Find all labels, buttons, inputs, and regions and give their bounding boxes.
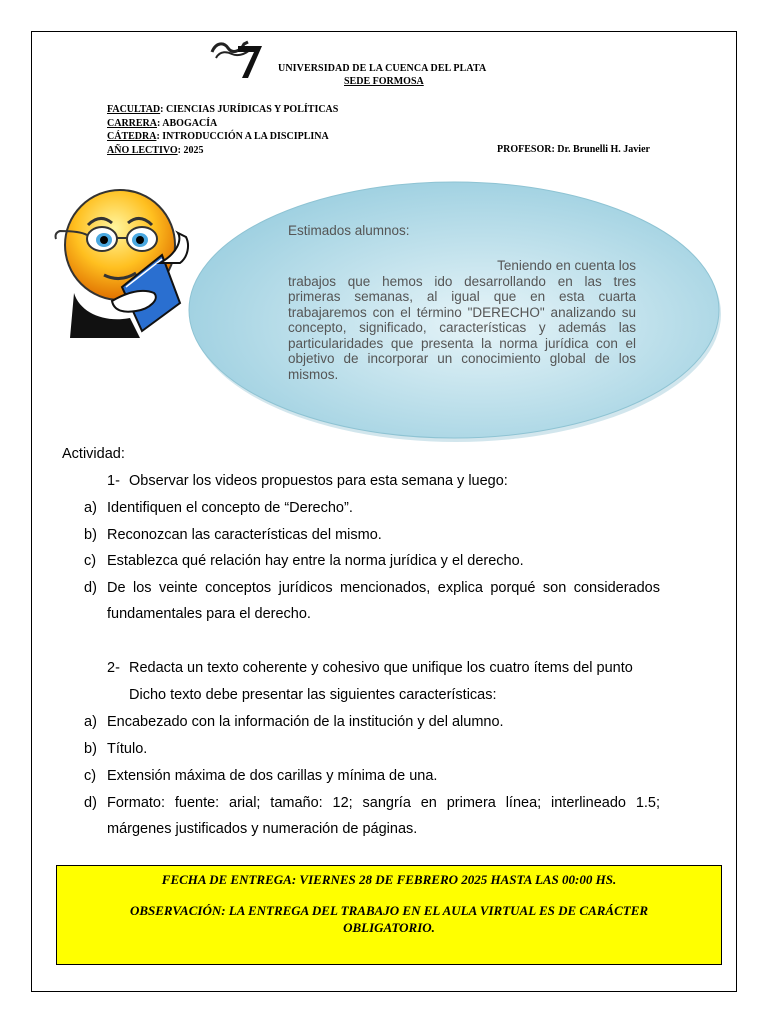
university-name: UNIVERSIDAD DE LA CUENCA DEL PLATA [278, 63, 487, 74]
course-meta [107, 103, 338, 157]
item1-text: Observar los videos propuestos para esta semana y luego: [129, 473, 508, 489]
item2-sub-d-mark: d) [84, 795, 97, 811]
activity-title: Actividad: [62, 446, 125, 462]
deadline-notice [56, 865, 722, 965]
facultad-value: : CIENCIAS JURÍDICAS Y POLÍTICAS [160, 104, 339, 115]
item1-sub-b: Reconozcan las características del mismo. [107, 527, 382, 543]
intro-paragraph [288, 258, 636, 382]
item1-sub-d: De los veinte conceptos jurídicos mencionados, explica porqué son considerados [107, 580, 660, 596]
item2-sub-c-mark: c) [84, 768, 97, 784]
item2-sub-b-mark: b) [84, 741, 97, 757]
deadline-text: FECHA DE ENTREGA: VIERNES 28 DE FEBRERO 2025 HASTA LAS 00:00 HS. [161, 872, 617, 887]
catedra-value: : INTRODUCCIÓN A LA DISCIPLINA [156, 131, 329, 142]
facultad-label: FACULTAD [107, 104, 161, 115]
anio-line [107, 144, 338, 158]
item1-sub-d-cont: fundamentales para el derecho. [107, 606, 311, 622]
observation-line-1: OBSERVACIÓN: LA ENTREGA DEL TRABAJO EN EL AULA VIRTUAL ES DE CARÁCTER [129, 903, 649, 918]
item2-text: Redacta un texto coherente y cohesivo que unifique los cuatro ítems del punto [129, 660, 633, 676]
catedra-label: CÁTEDRA [107, 131, 157, 142]
item2-sub-d: Formato: fuente: arial; tamaño: 12; sangría en primera línea; interlineado 1.5; [107, 795, 660, 811]
anio-label: AÑO LECTIVO [107, 144, 178, 156]
intro-greeting: Estimados alumnos: [288, 223, 410, 238]
item1-sub-c-mark: c) [84, 553, 97, 569]
item2-sub-a: Encabezado con la información de la institución y del alumno. [107, 714, 504, 730]
observation-line-2: OBLIGATORIO. [343, 920, 435, 935]
item1-sub-a-mark: a) [84, 500, 97, 516]
professor-name: PROFESOR: Dr. Brunelli H. Javier [497, 144, 650, 155]
item2-sub-c: Extensión máxima de dos carillas y mínima de una. [107, 768, 438, 784]
anio-value: : 2025 [177, 144, 204, 156]
carrera-label: CARRERA [107, 117, 157, 129]
smiley-teacher-icon [50, 183, 200, 338]
campus-name: SEDE FORMOSA [344, 76, 424, 87]
item2-sub-a-mark: a) [84, 714, 97, 730]
item1-number: 1- [107, 473, 120, 489]
carrera-line [107, 117, 338, 131]
facultad-line [107, 103, 338, 117]
item2-number: 2- [107, 660, 120, 676]
item1-sub-d-mark: d) [84, 580, 97, 596]
intro-body: trabajos que hemos ido desarrollando en las tres primeras semanas, al igual que en esta cuarta trabajaremos con el término "DERECHO" analizando su concepto, significado, características y además las particularidades que presenta la norma jurídica con el objetivo de incorporar un conocimiento global de los mismos. [288, 273, 636, 382]
carrera-value: : ABOGACÍA [157, 117, 218, 129]
university-logo [208, 38, 268, 82]
item2-sub-b: Título. [107, 741, 148, 757]
catedra-line [107, 130, 338, 144]
item1-sub-a: Identifiquen el concepto de “Derecho”. [107, 500, 353, 516]
item2-text-cont: Dicho texto debe presentar las siguientes características: [129, 687, 497, 703]
intro-first-line: Teniendo en cuenta los [497, 258, 636, 273]
item1-sub-c: Establezca qué relación hay entre la norma jurídica y el derecho. [107, 553, 524, 569]
item2-sub-d-cont: márgenes justificados y numeración de páginas. [107, 821, 418, 837]
item1-sub-b-mark: b) [84, 527, 97, 543]
